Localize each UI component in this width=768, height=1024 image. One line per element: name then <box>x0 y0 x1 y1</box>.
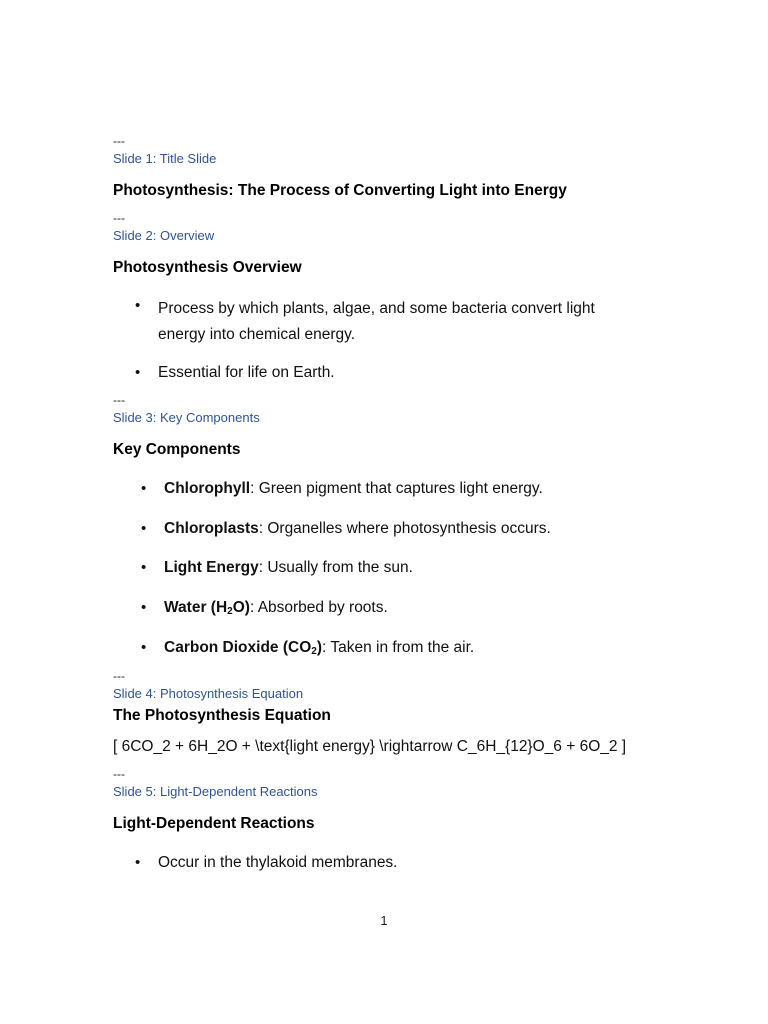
separator: --- <box>113 134 125 148</box>
slide-3-label: Slide 3: Key Components <box>113 410 260 425</box>
bullet-icon: • <box>135 854 141 871</box>
term: Carbon Dioxide $(CO_2)$ <box>164 639 322 657</box>
list-item <box>164 638 474 662</box>
term: Light Energy <box>164 559 259 576</box>
slide-1-heading: Photosynthesis: The Process of Converting Light into Energy <box>113 182 567 199</box>
list-item: Occur in the thylakoid membranes. <box>158 854 398 871</box>
slide-3-heading: Key Components <box>113 441 241 458</box>
term: Chloroplasts <box>164 520 259 537</box>
list-item <box>164 558 413 578</box>
description: : Usually from the sun. <box>258 559 413 576</box>
bullet-icon: • <box>141 599 147 616</box>
list-item <box>164 479 543 499</box>
slide-2-heading: Photosynthesis Overview <box>113 259 302 276</box>
bullet-icon: • <box>141 559 147 576</box>
slide-4-heading: The Photosynthesis Equation <box>113 707 331 724</box>
separator: --- <box>113 669 125 683</box>
slide-5-label: Slide 5: Light-Dependent Reactions <box>113 784 318 799</box>
list-item <box>164 598 388 622</box>
description: : Taken in from the air. <box>322 639 475 656</box>
bullet-icon: • <box>141 480 147 497</box>
slide-5-heading: Light-Dependent Reactions <box>113 815 315 832</box>
slide-4-label: Slide 4: Photosynthesis Equation <box>113 686 304 701</box>
list-item: Essential for life on Earth. <box>158 364 335 381</box>
separator: --- <box>113 393 125 407</box>
bullet-icon: • <box>135 364 141 381</box>
term: Chlorophyll <box>164 480 251 497</box>
term: Water $(H_2O)$ <box>164 599 250 617</box>
separator: --- <box>113 211 125 225</box>
list-item: Process by which plants, algae, and some bacteria convert light energy into chemical energy. <box>158 300 595 343</box>
page-number: 1 <box>380 913 388 928</box>
description: : Absorbed by roots. <box>249 599 388 616</box>
bullet-icon: • <box>135 297 141 314</box>
equation-text: [ 6CO_2 + 6H_2O + \text{light energy} \rightarrow C_6H_{12}O_6 + 6O_2 ] <box>113 738 627 755</box>
separator: --- <box>113 767 125 781</box>
slide-2-label: Slide 2: Overview <box>113 228 215 243</box>
description: : Organelles where photosynthesis occurs. <box>258 520 551 537</box>
slide-1-label: Slide 1: Title Slide <box>113 151 217 166</box>
bullet-icon: • <box>141 520 147 537</box>
bullet-icon: • <box>141 639 147 656</box>
description: : Green pigment that captures light energy. <box>250 480 543 497</box>
list-item <box>164 519 551 539</box>
